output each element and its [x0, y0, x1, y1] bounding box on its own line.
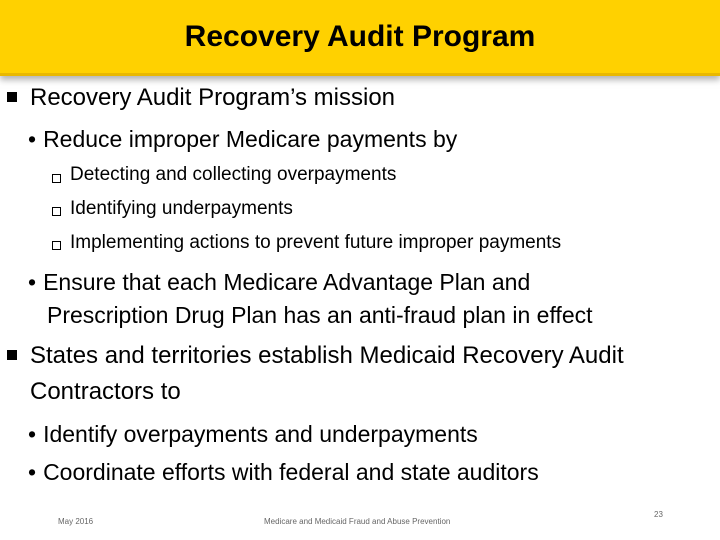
page-number: 23: [654, 510, 663, 519]
checkbox-bullet-icon: [52, 241, 61, 250]
checkbox-bullet-icon: [52, 174, 61, 183]
bullet-ensure-text: Ensure that each Medicare Advantage Plan and: [43, 269, 531, 295]
checkbox-bullet-icon: [52, 207, 61, 216]
footer-date: May 2016: [58, 517, 94, 526]
bullet-coordinate-efforts: [28, 459, 539, 486]
bullet-coordinate-text: Coordinate efforts with federal and state auditors: [43, 459, 539, 485]
dot-bullet-icon: •: [28, 269, 37, 295]
sub-bullet-identifying: Identifying underpayments: [70, 198, 293, 219]
bullet-ensure-line1: [28, 269, 530, 296]
footer-title: Medicare and Medicaid Fraud and Abuse Prevention: [264, 517, 451, 526]
bullet-states-line1: States and territories establish Medicaid Recovery Audit: [30, 342, 624, 369]
bullet-reduce-improper: [28, 126, 457, 153]
dot-bullet-icon: •: [28, 126, 37, 152]
sub-bullet-implementing: Implementing actions to prevent future improper payments: [70, 232, 562, 253]
slide-title: Recovery Audit Program: [184, 19, 536, 53]
bullet-mission: Recovery Audit Program’s mission: [30, 84, 396, 111]
dot-bullet-icon: •: [28, 421, 37, 447]
bullet-ensure-line2: Prescription Drug Plan has an anti-fraud plan in effect: [47, 302, 593, 328]
square-bullet-icon: [7, 92, 17, 102]
bullet-states-line2: Contractors to: [30, 378, 181, 405]
sub-bullet-detecting: Detecting and collecting overpayments: [70, 164, 397, 185]
dot-bullet-icon: •: [28, 459, 37, 485]
square-bullet-icon: [7, 350, 17, 360]
bullet-identify-overpayments: [28, 421, 478, 448]
bullet-identify-text: Identify overpayments and underpayments: [43, 421, 478, 447]
bullet-reduce-text: Reduce improper Medicare payments by: [43, 126, 458, 152]
